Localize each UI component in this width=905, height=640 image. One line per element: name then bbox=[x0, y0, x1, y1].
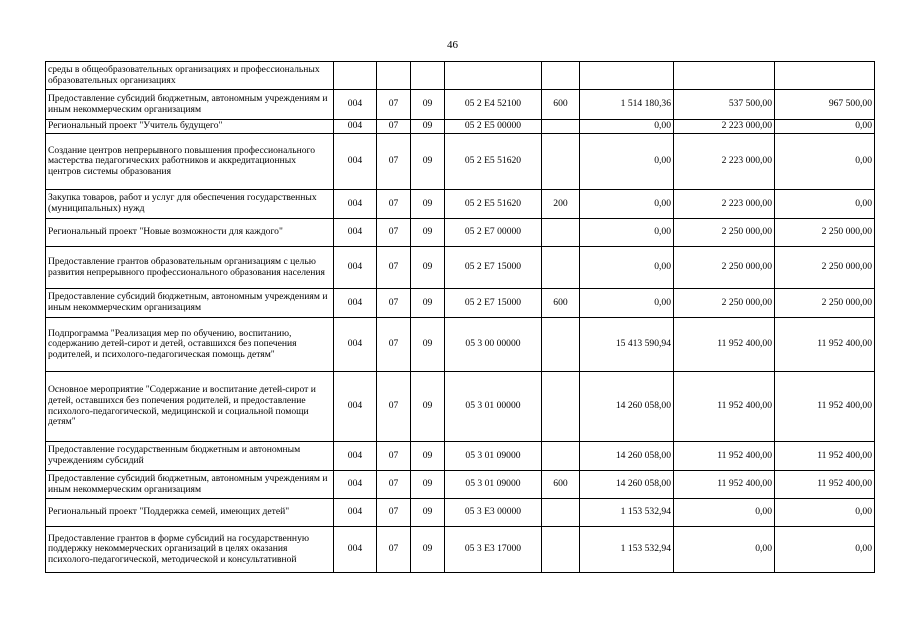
target-article: 05 2 E7 15000 bbox=[445, 289, 542, 318]
table-body bbox=[46, 62, 875, 573]
subsection-code: 09 bbox=[411, 499, 445, 527]
row-name: Основное мероприятие "Содержание и воспитание детей-сирот и детей, оставшихся без попечения родителей, и предоставление психолого-педагогической, медицинской и социальной помощи детям" bbox=[46, 372, 334, 442]
row-name: Региональный проект "Учитель будущего" bbox=[46, 120, 334, 134]
amount-year-2 bbox=[674, 62, 775, 90]
ministry-code: 004 bbox=[334, 372, 377, 442]
subsection-code: 09 bbox=[411, 219, 445, 247]
table-row bbox=[46, 247, 875, 289]
ministry-code: 004 bbox=[334, 289, 377, 318]
row-name: Предоставление субсидий бюджетным, автономным учреждениям и иным некоммерческим организациям bbox=[46, 90, 334, 120]
expense-type bbox=[542, 134, 580, 190]
row-name: Предоставление грантов образовательным организациям с целью развития непрерывного профессионального образования населения bbox=[46, 247, 334, 289]
ministry-code: 004 bbox=[334, 247, 377, 289]
subsection-code bbox=[411, 62, 445, 90]
ministry-code: 004 bbox=[334, 499, 377, 527]
amount-year-2: 2 223 000,00 bbox=[674, 120, 775, 134]
amount-year-2: 2 223 000,00 bbox=[674, 134, 775, 190]
amount-year-1: 0,00 bbox=[580, 247, 674, 289]
amount-year-3: 0,00 bbox=[775, 499, 875, 527]
row-name: Подпрограмма "Реализация мер по обучению, воспитанию, содержанию детей-сирот и детей, оставшихся без попечения родителей, и психолого-педагогическая помощь детям" bbox=[46, 318, 334, 372]
amount-year-3: 11 952 400,00 bbox=[775, 372, 875, 442]
section-code: 07 bbox=[377, 247, 411, 289]
amount-year-1 bbox=[580, 62, 674, 90]
amount-year-2: 0,00 bbox=[674, 527, 775, 573]
section-code: 07 bbox=[377, 134, 411, 190]
amount-year-3: 967 500,00 bbox=[775, 90, 875, 120]
target-article: 05 3 01 09000 bbox=[445, 442, 542, 471]
expense-type bbox=[542, 372, 580, 442]
ministry-code: 004 bbox=[334, 471, 377, 499]
expense-type: 200 bbox=[542, 190, 580, 219]
amount-year-2: 11 952 400,00 bbox=[674, 318, 775, 372]
table-row bbox=[46, 289, 875, 318]
row-name: Предоставление грантов в форме субсидий на государственную поддержку некоммерческих организаций в целях оказания психолого-педагогической, методической и консультативной bbox=[46, 527, 334, 573]
amount-year-1: 1 153 532,94 bbox=[580, 527, 674, 573]
row-name: среды в общеобразовательных организациях и профессиональных образовательных организациях bbox=[46, 62, 334, 90]
page-number: 46 bbox=[447, 39, 458, 51]
amount-year-3: 2 250 000,00 bbox=[775, 219, 875, 247]
expense-type bbox=[542, 499, 580, 527]
amount-year-3: 0,00 bbox=[775, 120, 875, 134]
ministry-code: 004 bbox=[334, 219, 377, 247]
ministry-code: 004 bbox=[334, 527, 377, 573]
expense-type bbox=[542, 62, 580, 90]
ministry-code: 004 bbox=[334, 134, 377, 190]
row-name: Создание центров непрерывного повышения профессионального мастерства педагогических работников и аккредитационных центров системы образования bbox=[46, 134, 334, 190]
amount-year-3: 0,00 bbox=[775, 134, 875, 190]
amount-year-2: 11 952 400,00 bbox=[674, 372, 775, 442]
amount-year-1: 14 260 058,00 bbox=[580, 442, 674, 471]
table-row bbox=[46, 190, 875, 219]
section-code bbox=[377, 62, 411, 90]
section-code: 07 bbox=[377, 527, 411, 573]
expense-type: 600 bbox=[542, 90, 580, 120]
table-row bbox=[46, 120, 875, 134]
target-article: 05 3 01 00000 bbox=[445, 372, 542, 442]
amount-year-1: 0,00 bbox=[580, 134, 674, 190]
section-code: 07 bbox=[377, 90, 411, 120]
row-name: Закупка товаров, работ и услуг для обеспечения государственных (муниципальных) нужд bbox=[46, 190, 334, 219]
amount-year-1: 14 260 058,00 bbox=[580, 471, 674, 499]
ministry-code: 004 bbox=[334, 120, 377, 134]
subsection-code: 09 bbox=[411, 442, 445, 471]
subsection-code: 09 bbox=[411, 134, 445, 190]
expense-type: 600 bbox=[542, 289, 580, 318]
amount-year-1: 15 413 590,94 bbox=[580, 318, 674, 372]
expense-type: 600 bbox=[542, 471, 580, 499]
amount-year-3 bbox=[775, 62, 875, 90]
expense-type bbox=[542, 442, 580, 471]
row-name: Региональный проект "Поддержка семей, имеющих детей" bbox=[46, 499, 334, 527]
amount-year-3: 11 952 400,00 bbox=[775, 442, 875, 471]
amount-year-1: 0,00 bbox=[580, 289, 674, 318]
table-row bbox=[46, 318, 875, 372]
target-article: 05 3 01 09000 bbox=[445, 471, 542, 499]
ministry-code: 004 bbox=[334, 318, 377, 372]
table-row bbox=[46, 134, 875, 190]
section-code: 07 bbox=[377, 120, 411, 134]
subsection-code: 09 bbox=[411, 318, 445, 372]
table-row bbox=[46, 442, 875, 471]
amount-year-2: 2 250 000,00 bbox=[674, 247, 775, 289]
row-name: Региональный проект "Новые возможности для каждого" bbox=[46, 219, 334, 247]
budget-table bbox=[45, 61, 875, 573]
ministry-code: 004 bbox=[334, 90, 377, 120]
amount-year-1: 0,00 bbox=[580, 219, 674, 247]
section-code: 07 bbox=[377, 190, 411, 219]
ministry-code bbox=[334, 62, 377, 90]
table-row bbox=[46, 90, 875, 120]
target-article: 05 3 00 00000 bbox=[445, 318, 542, 372]
target-article: 05 2 E4 52100 bbox=[445, 90, 542, 120]
subsection-code: 09 bbox=[411, 90, 445, 120]
subsection-code: 09 bbox=[411, 471, 445, 499]
amount-year-1: 0,00 bbox=[580, 120, 674, 134]
target-article: 05 2 E5 00000 bbox=[445, 120, 542, 134]
amount-year-2: 0,00 bbox=[674, 499, 775, 527]
amount-year-3: 2 250 000,00 bbox=[775, 247, 875, 289]
amount-year-2: 11 952 400,00 bbox=[674, 442, 775, 471]
row-name: Предоставление субсидий бюджетным, автономным учреждениям и иным некоммерческим организациям bbox=[46, 471, 334, 499]
table-row bbox=[46, 62, 875, 90]
expense-type bbox=[542, 120, 580, 134]
section-code: 07 bbox=[377, 219, 411, 247]
subsection-code: 09 bbox=[411, 120, 445, 134]
amount-year-2: 537 500,00 bbox=[674, 90, 775, 120]
ministry-code: 004 bbox=[334, 442, 377, 471]
target-article bbox=[445, 62, 542, 90]
expense-type bbox=[542, 527, 580, 573]
target-article: 05 2 E5 51620 bbox=[445, 134, 542, 190]
amount-year-2: 2 223 000,00 bbox=[674, 190, 775, 219]
subsection-code: 09 bbox=[411, 190, 445, 219]
amount-year-1: 14 260 058,00 bbox=[580, 372, 674, 442]
amount-year-1: 1 514 180,36 bbox=[580, 90, 674, 120]
section-code: 07 bbox=[377, 318, 411, 372]
section-code: 07 bbox=[377, 372, 411, 442]
amount-year-1: 0,00 bbox=[580, 190, 674, 219]
amount-year-3: 0,00 bbox=[775, 190, 875, 219]
amount-year-3: 0,00 bbox=[775, 527, 875, 573]
subsection-code: 09 bbox=[411, 372, 445, 442]
amount-year-3: 11 952 400,00 bbox=[775, 318, 875, 372]
row-name: Предоставление государственным бюджетным и автономным учреждениям субсидий bbox=[46, 442, 334, 471]
amount-year-3: 11 952 400,00 bbox=[775, 471, 875, 499]
amount-year-2: 11 952 400,00 bbox=[674, 471, 775, 499]
table-row bbox=[46, 219, 875, 247]
amount-year-2: 2 250 000,00 bbox=[674, 289, 775, 318]
subsection-code: 09 bbox=[411, 289, 445, 318]
table-row bbox=[46, 471, 875, 499]
target-article: 05 2 E5 51620 bbox=[445, 190, 542, 219]
section-code: 07 bbox=[377, 499, 411, 527]
section-code: 07 bbox=[377, 289, 411, 318]
expense-type bbox=[542, 318, 580, 372]
table-row bbox=[46, 372, 875, 442]
amount-year-3: 2 250 000,00 bbox=[775, 289, 875, 318]
ministry-code: 004 bbox=[334, 190, 377, 219]
section-code: 07 bbox=[377, 442, 411, 471]
subsection-code: 09 bbox=[411, 527, 445, 573]
expense-type bbox=[542, 219, 580, 247]
target-article: 05 3 E3 00000 bbox=[445, 499, 542, 527]
section-code: 07 bbox=[377, 471, 411, 499]
row-name: Предоставление субсидий бюджетным, автономным учреждениям и иным некоммерческим организациям bbox=[46, 289, 334, 318]
amount-year-1: 1 153 532,94 bbox=[580, 499, 674, 527]
target-article: 05 3 E3 17000 bbox=[445, 527, 542, 573]
table-row bbox=[46, 527, 875, 573]
subsection-code: 09 bbox=[411, 247, 445, 289]
amount-year-2: 2 250 000,00 bbox=[674, 219, 775, 247]
target-article: 05 2 E7 15000 bbox=[445, 247, 542, 289]
expense-type bbox=[542, 247, 580, 289]
table-row bbox=[46, 499, 875, 527]
target-article: 05 2 E7 00000 bbox=[445, 219, 542, 247]
